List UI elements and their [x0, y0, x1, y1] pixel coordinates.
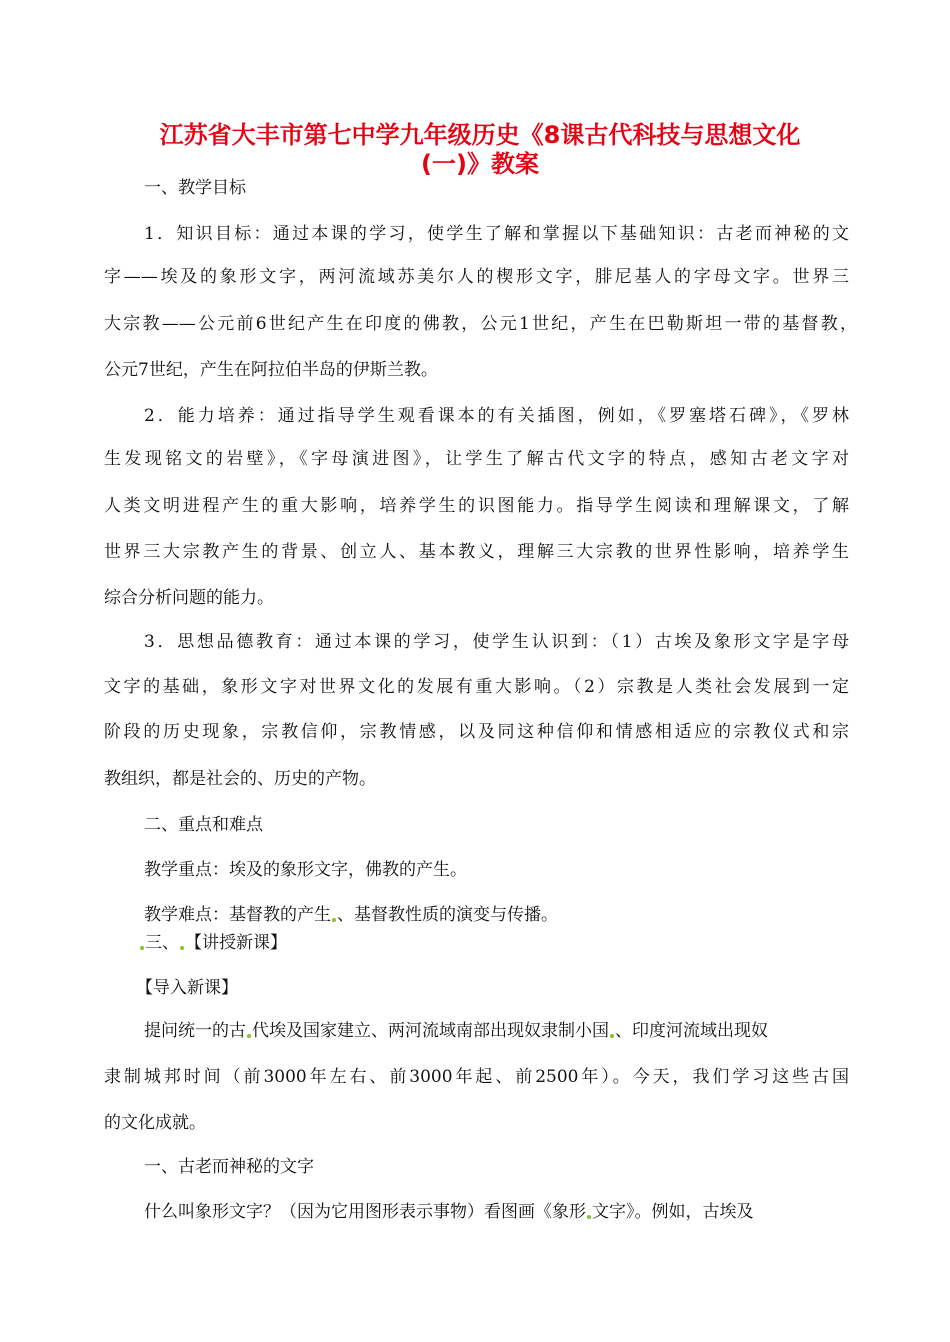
paragraph-knowledge-goal-line-2: 字——埃及的象形文字，两河流域苏美尔人的楔形文字，腓尼基人的字母文字。世界三: [104, 267, 849, 287]
difficult-point-text: [144, 905, 558, 925]
green-dot-mark: [610, 1034, 614, 1038]
last-paragraph-line-1: [144, 1202, 754, 1222]
section-heading-key-and-difficult: 二、重点和难点: [144, 815, 263, 835]
new-lesson-heading-part-1: 三: [145, 933, 162, 953]
intro-paragraph-line-3: 的文化成就。: [104, 1113, 206, 1133]
intro-heading: 【导入新课】: [136, 978, 238, 998]
green-dot-mark: [587, 1215, 591, 1219]
last-line-part-2: 文字》。例如，古埃及: [592, 1202, 754, 1222]
section-heading-teaching-goals: 一、教学目标: [144, 178, 246, 198]
paragraph-moral-goal-line-2: 文字的基础，象形文字对世界文化的发展有重大影响。（2）宗教是人类社会发展到一定: [104, 677, 849, 697]
last-line-part-1: 什么叫象形文字？（因为它用图形表示事物）看图画《象形: [144, 1202, 586, 1222]
green-dot-mark: [247, 1034, 251, 1038]
paragraph-knowledge-goal-line-3: 大宗教——公元前6世纪产生在印度的佛教，公元1世纪，产生在巴勒斯坦一带的基督教，: [104, 314, 857, 334]
difficult-point-part-1: 教学难点：基督教的产生: [144, 905, 331, 925]
paragraph-ability-goal-line-3: 人类文明进程产生的重大影响，培养学生的识图能力。指导学生阅读和理解课文，了解: [104, 496, 849, 516]
paragraph-moral-goal-line-1: 3．思想品德教育：通过本课的学习，使学生认识到：（1）古埃及象形文字是字母: [144, 632, 849, 652]
new-lesson-heading-part-3: 【讲授新课】: [185, 933, 287, 953]
new-lesson-heading-part-2: 、: [162, 933, 179, 953]
paragraph-ability-goal-line-4: 世界三大宗教产生的背景、创立人、基本教义，理解三大宗教的世界性影响，培养学生: [104, 542, 849, 562]
intro-paragraph-line-2: 隶制城邦时间（前3000年左右、前3000年起、前2500年）。今天，我们学习这些古国: [104, 1067, 849, 1087]
key-point-text: 教学重点：埃及的象形文字，佛教的产生。: [144, 860, 467, 880]
intro-line-1-part-1: 提问统一的古: [144, 1021, 246, 1041]
subsection-heading-ancient-scripts: 一、古老而神秘的文字: [144, 1157, 314, 1177]
paragraph-knowledge-goal-line-1: 1．知识目标：通过本课的学习，使学生了解和掌握以下基础知识：古老而神秘的文: [144, 224, 849, 244]
document-title-line-1: 江苏省大丰市第七中学九年级历史《8课古代科技与思想文化: [159, 121, 801, 149]
intro-paragraph-line-1: [144, 1021, 768, 1041]
document-title-line-2: (一)》教案: [421, 150, 539, 178]
green-dot-mark: [140, 946, 144, 950]
green-dot-mark: [332, 918, 336, 922]
green-dot-mark: [180, 946, 184, 950]
paragraph-moral-goal-line-4: 教组织，都是社会的、历史的产物。: [104, 769, 376, 789]
paragraph-knowledge-goal-line-4: 公元7世纪，产生在阿拉伯半岛的伊斯兰教。: [104, 360, 438, 380]
intro-line-1-part-2: 代埃及国家建立、两河流域南部出现奴隶制小国: [252, 1021, 609, 1041]
paragraph-ability-goal-line-1: 2．能力培养：通过指导学生观看课本的有关插图，例如，《罗塞塔石碑》，《罗林: [144, 406, 849, 426]
paragraph-ability-goal-line-5: 综合分析问题的能力。: [104, 588, 274, 608]
intro-line-1-part-3: 、印度河流域出现奴: [615, 1021, 768, 1041]
paragraph-moral-goal-line-3: 阶段的历史现象，宗教信仰，宗教情感，以及同这种信仰和情感相适应的宗教仪式和宗: [104, 722, 849, 742]
paragraph-ability-goal-line-2: 生发现铭文的岩壁》，《字母演进图》，让学生了解古代文字的特点，感知古老文字对: [104, 449, 849, 469]
difficult-point-part-2: 、基督教性质的演变与传播。: [337, 905, 558, 925]
section-heading-new-lesson: [139, 933, 287, 953]
